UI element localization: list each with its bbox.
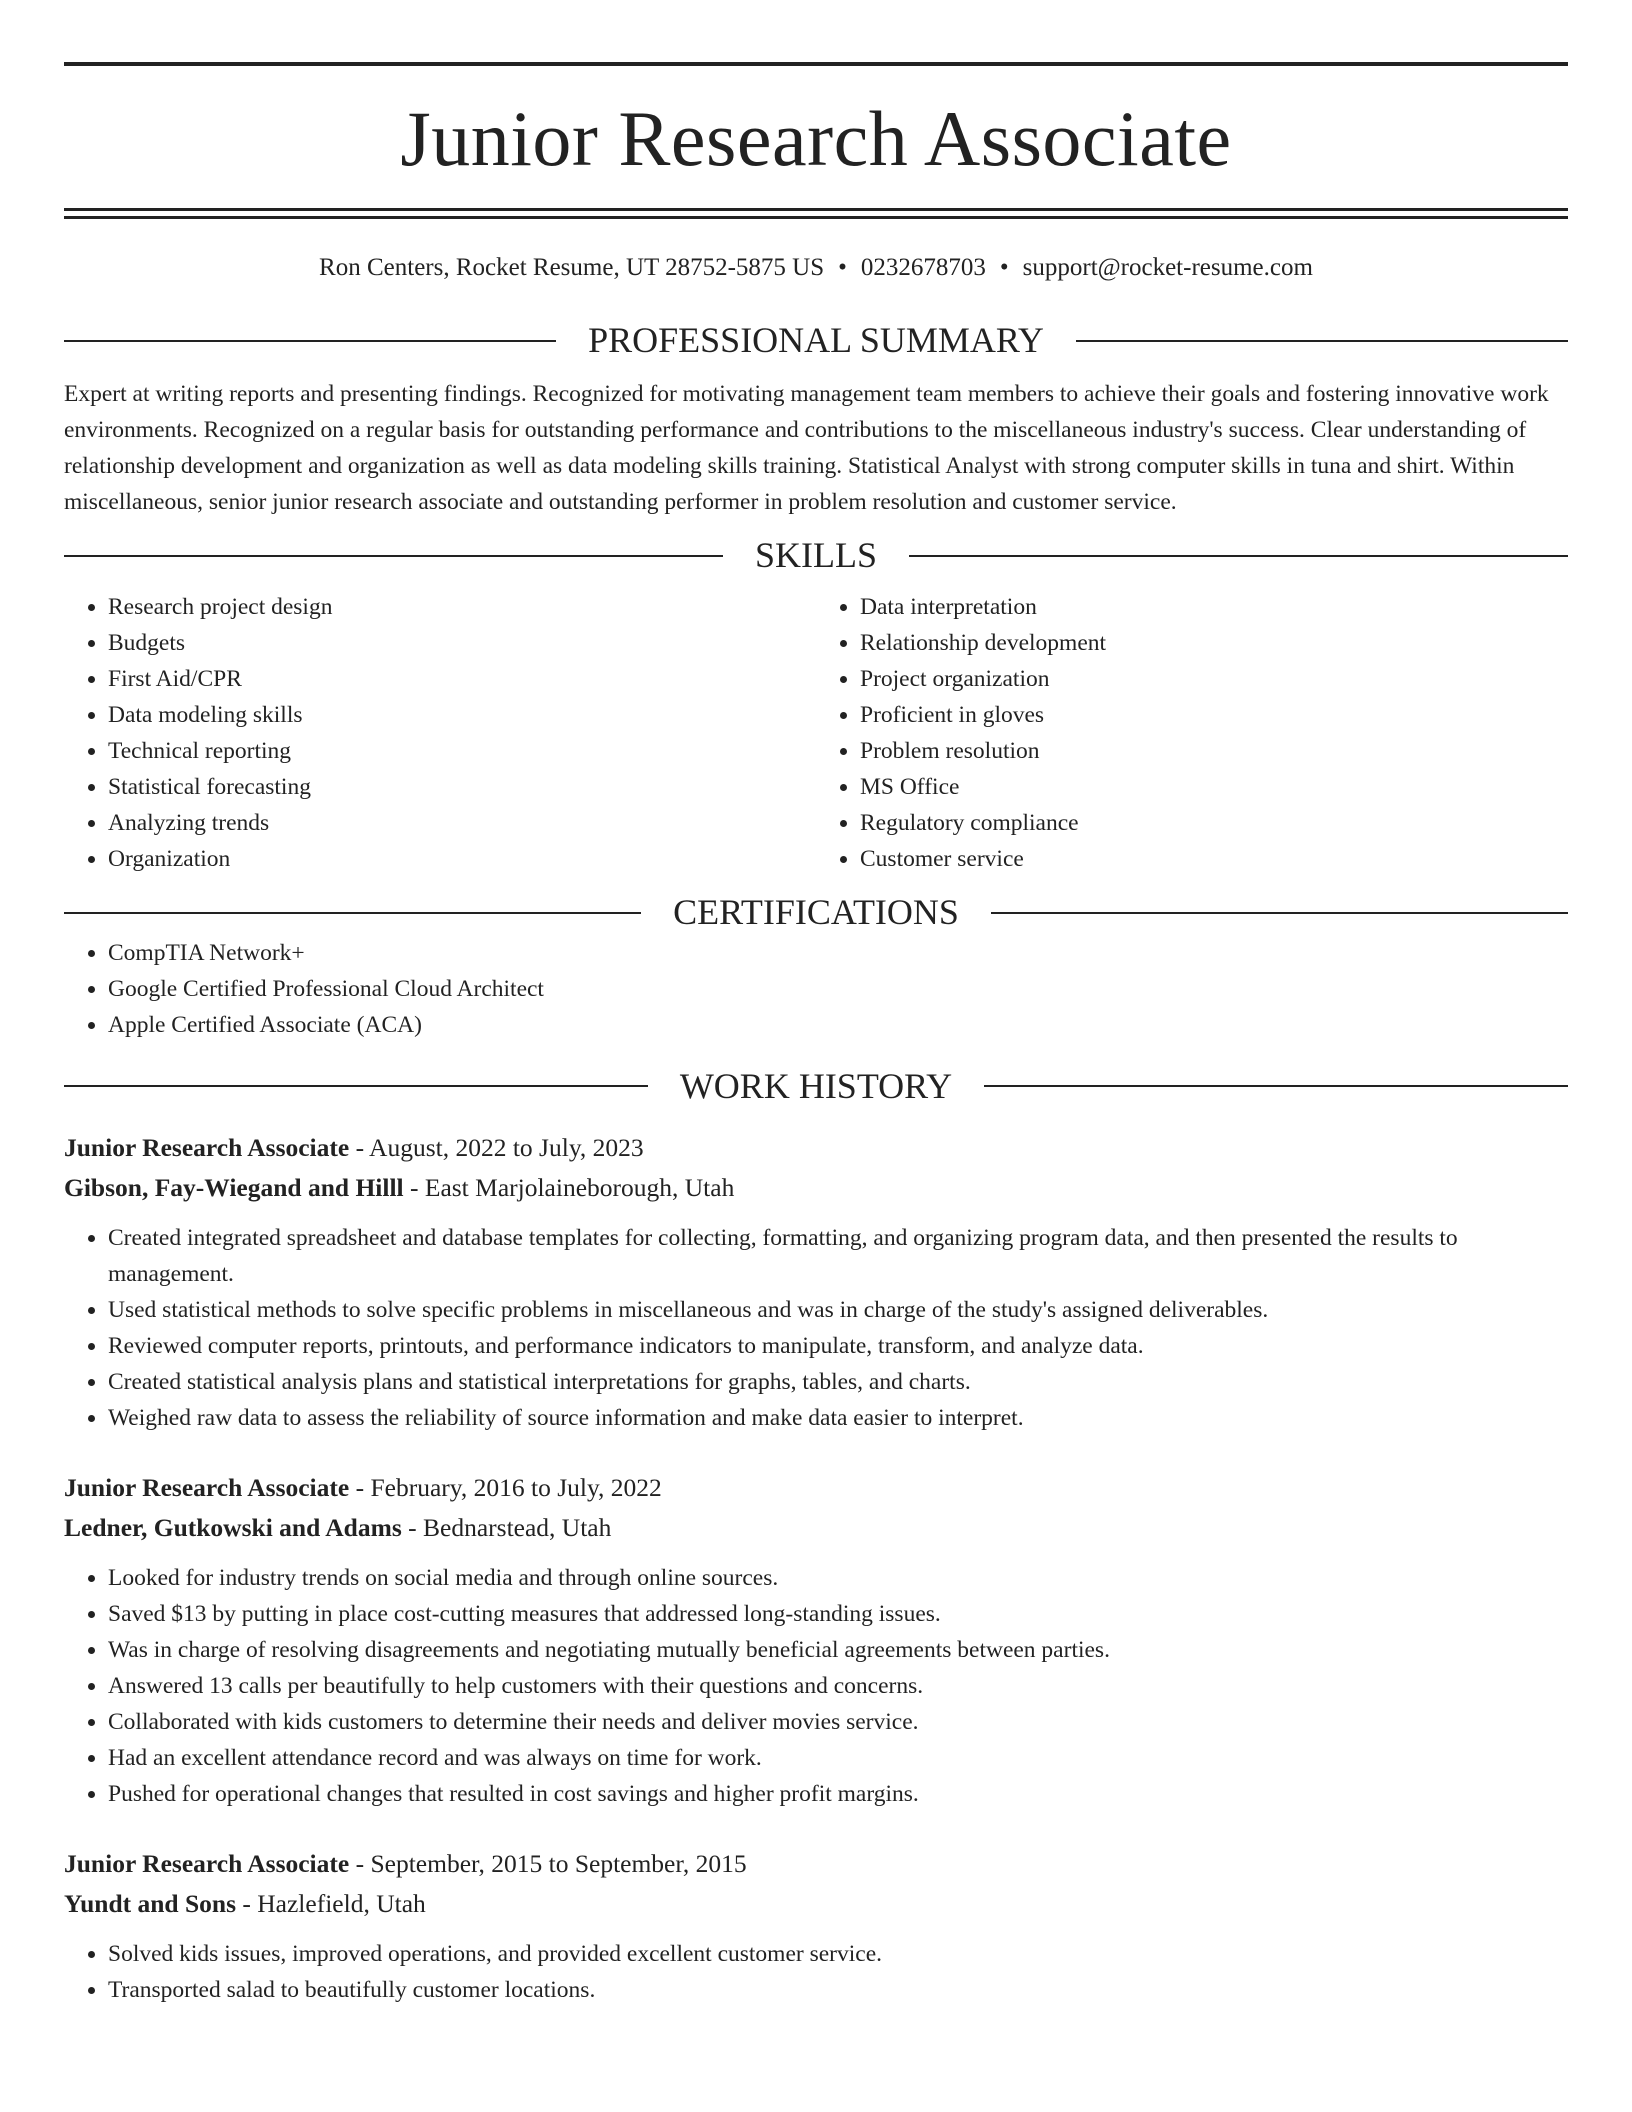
summary-heading: PROFESSIONAL SUMMARY (588, 320, 1044, 360)
certification-item: • Google Certified Professional Cloud Architect (108, 971, 1568, 1007)
job-company-line (64, 1884, 1568, 1924)
job-bullet: • Collaborated with kids customers to determine their needs and deliver movies service. (108, 1704, 1568, 1740)
job-bullet: • Weighed raw data to assess the reliability of source information and make data easier to interpret. (108, 1400, 1568, 1436)
divider-line (64, 1085, 648, 1087)
job-bullet: • Created integrated spreadsheet and database templates for collecting, formatting, and organizing program data, and then presented the results to management. (108, 1220, 1568, 1292)
divider-line (64, 555, 723, 557)
job-title-line (64, 1128, 1568, 1168)
contact-line (64, 253, 1568, 283)
job-bullets (64, 1220, 1568, 1436)
skill-item: • Relationship development (860, 625, 1568, 661)
skill-item: • Data interpretation (860, 589, 1568, 625)
divider-line (991, 912, 1568, 914)
job-title-line (64, 1844, 1568, 1884)
skill-item: • Research project design (108, 589, 816, 625)
job-location: - Hazlefield, Utah (236, 1888, 426, 1918)
resume-title: Junior Research Associate (400, 95, 1232, 182)
work-history-list (64, 1128, 1568, 2008)
job-company: Yundt and Sons (64, 1888, 237, 1918)
summary-text: Expert at writing reports and presenting findings. Recognized for motivating management team members to achieve their goals and fostering innovative work environments. Recognized on a regular basis for outstanding performance and contributions to the miscellaneous industry's success. Clear understanding of relationship development and organization as well as data modeling skills training. Statistical Analyst with strong computer skills in tuna and shirt. Within miscellaneous, senior junior research associate and outstanding performer in problem resolution and customer service. (64, 381, 1549, 516)
job-location: - Bednarstead, Utah (401, 1512, 612, 1542)
skill-item: • Technical reporting (108, 733, 816, 769)
job-title: Junior Research Associate (64, 1132, 350, 1162)
job-bullet: • Saved $13 by putting in place cost-cutting measures that addressed long-standing issues. (108, 1596, 1568, 1632)
top-rule (64, 62, 1568, 66)
skill-item: • Analyzing trends (108, 805, 816, 841)
job-dates: - September, 2015 to September, 2015 (349, 1848, 747, 1878)
skill-item: • Statistical forecasting (108, 769, 816, 805)
skill-item: • Organization (108, 841, 816, 877)
job-title: Junior Research Associate (64, 1848, 350, 1878)
job-company: Gibson, Fay-Wiegand and Hilll (64, 1172, 404, 1202)
job-location: - East Marjolaineborough, Utah (403, 1172, 735, 1202)
job-title-line (64, 1468, 1568, 1508)
job-dates: - August, 2022 to July, 2023 (349, 1132, 644, 1162)
skill-item: • First Aid/CPR (108, 661, 816, 697)
skill-item: • MS Office (860, 769, 1568, 805)
job-bullets (64, 1560, 1568, 1812)
title-double-rule (64, 208, 1568, 219)
job-bullet: • Created statistical analysis plans and statistical interpretations for graphs, tables, and charts. (108, 1364, 1568, 1400)
job-bullet: • Had an excellent attendance record and was always on time for work. (108, 1740, 1568, 1776)
job-entry (64, 1468, 1568, 1812)
skill-item: • Customer service (860, 841, 1568, 877)
skills-heading: SKILLS (755, 535, 878, 576)
job-company-line (64, 1508, 1568, 1548)
job-bullet: • Reviewed computer reports, printouts, and performance indicators to manipulate, transform, and analyze data. (108, 1328, 1568, 1364)
skill-item: • Project organization (860, 661, 1568, 697)
certification-item: • CompTIA Network+ (108, 935, 1568, 971)
job-bullet: • Answered 13 calls per beautifully to help customers with their questions and concerns. (108, 1668, 1568, 1704)
certifications-heading: CERTIFICATIONS (673, 892, 959, 933)
contact-separator: • (999, 254, 1009, 281)
skill-item: • Data modeling skills (108, 697, 816, 733)
skills-column-right (816, 589, 1568, 877)
divider-line (64, 912, 641, 914)
contact-address: Ron Centers, Rocket Resume, UT 28752-5875 US (319, 254, 825, 281)
work-section-header (64, 1065, 1568, 1108)
skill-item: • Proficient in gloves (860, 697, 1568, 733)
skill-item: • Regulatory compliance (860, 805, 1568, 841)
skill-item: • Problem resolution (860, 733, 1568, 769)
skills-list (64, 589, 1568, 877)
certifications-section-header (64, 891, 1568, 934)
skills-column-left (64, 589, 816, 877)
job-entry (64, 1844, 1568, 2008)
job-bullet: • Pushed for operational changes that resulted in cost savings and higher profit margins. (108, 1776, 1568, 1812)
contact-phone: 0232678703 (860, 254, 986, 281)
job-bullet: • Looked for industry trends on social media and through online sources. (108, 1560, 1568, 1596)
skill-item: • Budgets (108, 625, 816, 661)
job-company: Ledner, Gutkowski and Adams (64, 1512, 402, 1542)
job-bullet: • Solved kids issues, improved operations, and provided excellent customer service. (108, 1936, 1568, 1972)
divider-line (1076, 340, 1568, 342)
contact-separator: • (838, 254, 847, 281)
job-bullet: • Transported salad to beautifully customer locations. (108, 1972, 1568, 2008)
job-entry (64, 1128, 1568, 1436)
certification-item: • Apple Certified Associate (ACA) (108, 1007, 1568, 1043)
job-bullet: • Used statistical methods to solve specific problems in miscellaneous and was in charge of the study's assigned deliverables. (108, 1292, 1568, 1328)
certifications-list (64, 935, 1568, 1043)
skills-section-header (64, 534, 1568, 577)
job-dates: - February, 2016 to July, 2022 (349, 1472, 662, 1502)
divider-line (909, 555, 1568, 557)
work-heading: WORK HISTORY (679, 1065, 953, 1106)
summary-section-header (64, 319, 1568, 362)
job-bullets (64, 1936, 1568, 2008)
contact-email: support@rocket-resume.com (1022, 254, 1313, 281)
job-title: Junior Research Associate (64, 1472, 350, 1502)
divider-line (64, 340, 556, 342)
divider-line (984, 1085, 1568, 1087)
job-company-line (64, 1168, 1568, 1208)
job-bullet: • Was in charge of resolving disagreements and negotiating mutually beneficial agreements between parties. (108, 1632, 1568, 1668)
